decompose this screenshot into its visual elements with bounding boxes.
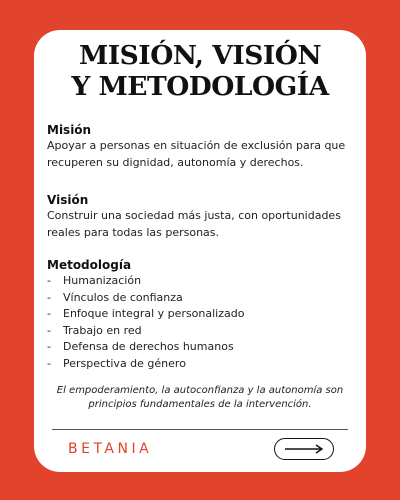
list-item-label: Enfoque integral y personalizado <box>63 307 245 320</box>
info-card <box>34 30 366 472</box>
list-item <box>47 356 357 373</box>
dash-bullet: - <box>47 290 51 304</box>
dash-bullet: - <box>47 340 51 353</box>
next-button[interactable] <box>274 438 334 460</box>
vision-text: Construir una sociedad más justa, con oportunidades reales para todas las personas. <box>47 209 341 239</box>
dash-bullet: - <box>47 274 51 287</box>
list-item <box>47 290 357 307</box>
list-item-label: Defensa de derechos humanos <box>63 340 234 353</box>
mision-section <box>47 122 357 171</box>
footer-divider <box>52 429 348 430</box>
vision-section <box>47 192 357 241</box>
mision-heading: Misión <box>47 123 92 137</box>
page-title <box>34 40 366 102</box>
dash-bullet: - <box>47 323 51 337</box>
brand-logo: BETANIA <box>68 441 153 457</box>
vision-heading: Visión <box>47 193 89 207</box>
list-item-label: Humanización <box>63 274 142 287</box>
dash-bullet: - <box>47 307 51 320</box>
mision-text: Apoyar a personas en situación de exclusión para que recuperen su dignidad, autonomía y derechos. <box>47 139 346 169</box>
closing-quote: El empoderamiento, la autoconfianza y la autonomía son principios fundamentales de la intervención. <box>56 385 344 410</box>
arrow-right-icon <box>284 444 324 454</box>
list-item <box>47 323 357 340</box>
metodologia-list <box>47 273 357 372</box>
list-item <box>47 273 357 290</box>
dash-bullet: - <box>47 356 51 370</box>
list-item <box>47 339 357 356</box>
title-line-2: Y METODOLOGÍA <box>71 71 329 102</box>
list-item-label: Vínculos de confianza <box>63 290 183 304</box>
list-item <box>47 306 357 323</box>
list-item-label: Perspectiva de género <box>63 356 186 370</box>
metodologia-section <box>47 257 357 372</box>
list-item-label: Trabajo en red <box>63 323 142 337</box>
title-line-1: MISIÓN, VISIÓN <box>78 40 322 71</box>
metodologia-heading: Metodología <box>47 258 132 272</box>
